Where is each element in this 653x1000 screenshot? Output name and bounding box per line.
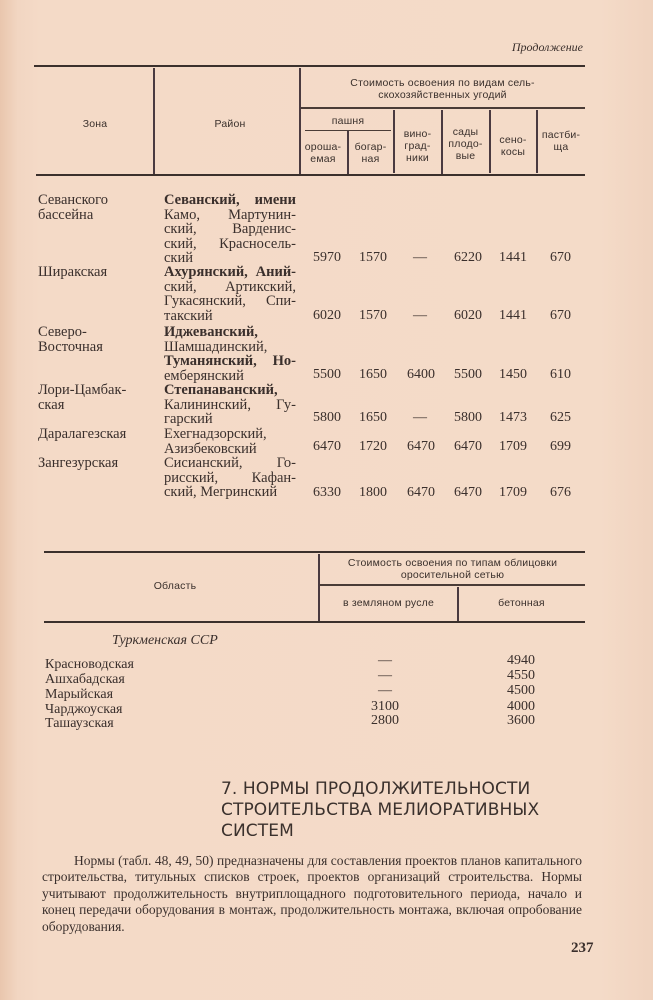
cell-value: —	[413, 308, 427, 323]
table1-subheader-rule	[299, 107, 585, 109]
header-col-bogarnaya: богар- ная	[354, 141, 387, 165]
cell-value: 5500	[454, 367, 482, 382]
cell-earth: —	[378, 668, 392, 683]
cell-earth: —	[378, 683, 392, 698]
table2-subheader-rule	[318, 584, 585, 586]
cell-value: 670	[550, 308, 571, 323]
oblast-name: Чарджоуская	[45, 702, 123, 717]
cell-value: 1650	[359, 367, 387, 382]
cell-value: 1570	[359, 250, 387, 265]
cell-value: 1650	[359, 410, 387, 425]
cell-value: 676	[550, 485, 571, 500]
cell-value: 625	[550, 410, 571, 425]
table-row-rayon: Сисианский, Го- рисский, Кафан- ский, Мегринский	[164, 455, 296, 500]
cell-value: —	[413, 250, 427, 265]
cell-value: 1720	[359, 439, 387, 454]
table-row-rayon: Степанаванский, Калининский, Гу- гарский	[164, 382, 296, 427]
cell-value: 5800	[454, 410, 482, 425]
header-rayon: Район	[214, 118, 246, 130]
cell-value: 6470	[407, 439, 435, 454]
cell-value: 1709	[499, 439, 527, 454]
header-col-sady: сады плодо- вые	[448, 126, 483, 162]
cell-value: 1473	[499, 410, 527, 425]
header-zone: Зона	[82, 118, 108, 130]
cell-earth: 3100	[371, 699, 399, 714]
table-row-rayon: Ахурянский, Аний- ский, Артикский, Гукасянский, Спи- такский	[164, 264, 296, 324]
cell-value: 6220	[454, 250, 482, 265]
cell-value: 6470	[454, 485, 482, 500]
continuation-label: Продолжение	[511, 40, 583, 54]
header-lining-cost-group: Стоимость освоения по типам облицовки оросительной сетью	[347, 557, 558, 581]
header-col-oroshaemaya: ороша- емая	[304, 141, 342, 165]
table2-header-bottom-rule	[44, 621, 585, 623]
cell-value: 1570	[359, 308, 387, 323]
cell-value: 6470	[313, 439, 341, 454]
section-title: 7. НОРМЫ ПРОДОЛЖИТЕЛЬНОСТИ СТРОИТЕЛЬСТВА МЕЛИОРАТИВНЫХ СИСТЕМ	[221, 779, 540, 841]
table-row-zone: Даралагезская	[38, 426, 127, 442]
table1-vline-1	[153, 68, 155, 174]
table-row-zone: Северо- Восточная	[38, 324, 103, 355]
header-cost-group: Стоимость освоения по видам сель- скохозяйственных угодий	[350, 77, 535, 101]
table-row-zone: Лори-Цамбак- ская	[38, 382, 127, 413]
header-earth-channel: в земляном русле	[342, 597, 435, 609]
cell-value: 5970	[313, 250, 341, 265]
table-row-rayon: Ехегнадзорский, Азизбековский	[164, 426, 267, 457]
cell-value: 1709	[499, 485, 527, 500]
cell-concrete: 4550	[507, 668, 535, 683]
header-pashnya: пашня	[331, 115, 365, 127]
cell-concrete: 4940	[507, 653, 535, 668]
table1-top-rule	[34, 65, 585, 67]
cell-value: 1800	[359, 485, 387, 500]
cell-value: 6400	[407, 367, 435, 382]
cell-value: 6330	[313, 485, 341, 500]
table1-header-bottom-rule	[36, 174, 585, 176]
cell-value: 699	[550, 439, 571, 454]
table-row-zone: Ширакская	[38, 264, 108, 280]
cell-value: 670	[550, 250, 571, 265]
table2-top-rule	[44, 551, 585, 553]
cell-concrete: 4000	[507, 699, 535, 714]
cell-value: 610	[550, 367, 571, 382]
page-number: 237	[571, 940, 594, 956]
cell-earth: —	[378, 653, 392, 668]
cell-value: 1441	[499, 308, 527, 323]
cell-value: —	[413, 410, 427, 425]
header-col-pastbishcha: пастби- ща	[541, 129, 581, 153]
cell-value: 1441	[499, 250, 527, 265]
oblast-name: Красноводская	[45, 657, 134, 672]
section-turkmen-ssr: Туркменская ССР	[112, 633, 218, 648]
cell-concrete: 4500	[507, 683, 535, 698]
table-row-rayon: Иджеванский, Шамшадинский, Туманянский, Но- емберянский	[164, 324, 296, 384]
header-oblast: Область	[153, 580, 197, 592]
oblast-name: Марыйская	[45, 687, 114, 702]
cell-value: 6020	[313, 308, 341, 323]
cell-value: 1450	[499, 367, 527, 382]
header-concrete: бетонная	[498, 597, 545, 609]
cell-value: 5800	[313, 410, 341, 425]
cell-value: 6470	[454, 439, 482, 454]
oblast-name: Ашхабадская	[45, 672, 125, 687]
oblast-name: Ташаузская	[45, 716, 114, 731]
cell-concrete: 3600	[507, 713, 535, 728]
header-col-senokosy: сено- косы	[499, 134, 527, 158]
cell-value: 6470	[407, 485, 435, 500]
table-row-rayon: Севанский, имени Камо, Мартунин- ский, Варденис- ский, Красносель- ский	[164, 192, 296, 266]
table-row-zone: Зангезурская	[38, 455, 119, 471]
section-paragraph: Нормы (табл. 48, 49, 50) предназначены для составления проектов планов капитального строительства, титульных списков строек, проектов организаций строительства. Нормы учитывают продолжительность внутриплощадного подготовительного периода, начало и конец передачи оборудования в монтаж, продолжительность монтажа, включая опробование оборудования.	[42, 853, 582, 934]
header-col-vinogradniki: вино- град- ники	[403, 128, 432, 164]
cell-value: 5500	[313, 367, 341, 382]
cell-earth: 2800	[371, 713, 399, 728]
table-row-zone: Севанского бассейна	[38, 192, 108, 223]
cell-value: 6020	[454, 308, 482, 323]
